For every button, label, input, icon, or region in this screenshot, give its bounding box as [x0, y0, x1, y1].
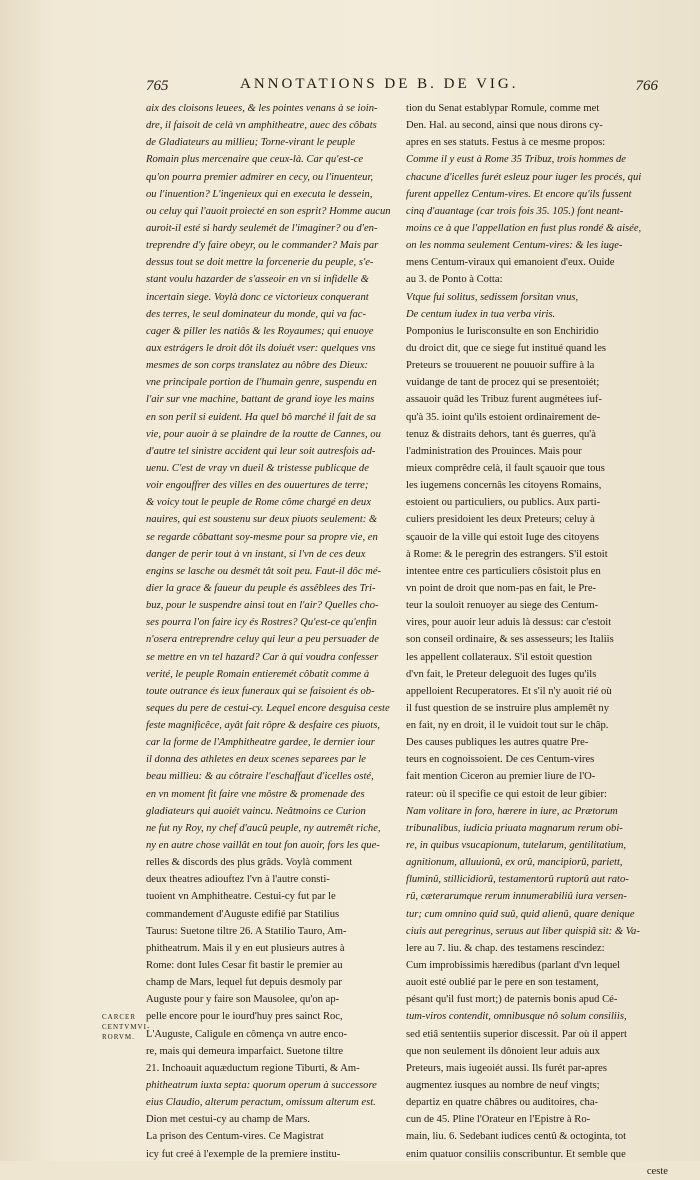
text-line: beau millieu: & au côtraire l'eschaffaut d'icelles osté,	[146, 771, 374, 783]
margin-note-line: CENTVMVI-	[102, 1023, 151, 1031]
text-line: teur la souloit renuoyer au siege des Centum-	[406, 600, 599, 612]
text-line: enim quatuor consiliis conscribuntur. Et semble que	[406, 1148, 626, 1160]
text-line: fait mention Ciceron au premier liure de l'O-	[406, 771, 596, 783]
text-line: De centum iudex in tua verba viris.	[406, 308, 556, 320]
text-line: Auguste pour y faire son Mausolee, qu'on ap-	[146, 994, 340, 1006]
text-line: Comme il y eust à Rome 35 Tribuz, trois hommes de	[406, 154, 627, 166]
text-line: commandement d'Auguste edifié par Statilius	[146, 908, 340, 920]
text-line: ny en autre chose vaillât en tout fon auoir, fors les que-	[146, 840, 380, 852]
text-line: vuidange de tant de procez qui se presentoiét;	[406, 377, 600, 389]
text-line: Cum improbissimis hæredibus (parlant d'vn lequel	[406, 960, 621, 972]
text-line: ciuis aut peregrinus, seruus aut liber quispiâ sit: & Va-	[406, 925, 640, 937]
text-line: augmentez iusques au nombre de neuf vingts;	[406, 1080, 600, 1092]
text-line: mieux comprêdre celà, il fault sçauoir que tous	[406, 462, 605, 474]
text-line: ou celuy qui l'auoit proiecté en son esprit? Homme aucun	[146, 205, 391, 217]
text-line: d'vn fait, le Preteur deleguoit des Iuges qu'ils	[406, 668, 597, 680]
text-line: danger de perir tout à vn instant, si l'vn de ces deux	[146, 548, 366, 560]
text-line: rateur: où il specifie ce qui estoit de leur gibier:	[406, 788, 607, 800]
text-line: verité, le peuple Romain entieremét côbatit comme à	[146, 668, 370, 680]
running-title: ANNOTATIONS DE B. DE VIG.	[240, 76, 519, 92]
text-line: Taurus: Suetone tiltre 26. A Statilio Tauro, Am-	[146, 925, 347, 937]
text-line: deux theatres adiouftez l'vn à l'autre consti-	[146, 874, 330, 886]
text-line: moins ce à que l'appellation en fust plus rondé & aisée,	[406, 222, 642, 234]
text-line: les appellent collateraux. S'il estoit question	[406, 651, 593, 663]
text-line: qu'à 35. ioint qu'ils estoient ordinairement de-	[406, 411, 601, 423]
text-line: il donna des athletes en deux scenes separees par le	[146, 754, 366, 766]
text-line: tum-viros contendit, omnibusque nô solum consiliis,	[406, 1011, 627, 1023]
text-line: tribunalibus, iudicia priuata magnarum rerum obi-	[406, 822, 623, 834]
text-line: appelloient Recuperatores. Et s'il n'y auoit rié où	[406, 685, 612, 697]
text-line: re, mais qui demeura imparfaict. Suetone tiltre	[146, 1045, 344, 1057]
text-line: engins se lasche ou desmét tât soit peu. Faut-il dôc mé-	[146, 565, 382, 577]
text-line: pelle encore pour le iourd'huy pres sainct Roc,	[146, 1011, 343, 1023]
text-line: dessus tout se doit mettre la forcenerie du peuple, s'e-	[146, 257, 374, 269]
text-line: auroit-il esté si hardy seulemét de l'imaginer? ou d'en-	[146, 222, 378, 234]
text-line: assauoir quâd les Tribuz furent augmétees iuf-	[406, 394, 602, 406]
running-header	[146, 76, 658, 98]
text-line: ne fut ny Roy, ny chef d'aucû peuple, ny autremêt riche,	[146, 822, 381, 834]
text-line: apres en ses statuts. Festus à ce mesme propos:	[406, 137, 606, 149]
text-line: Romain plus mercenaire que ceux-là. Car qu'est-ce	[146, 154, 364, 166]
text-line: gladiateurs qui auoiét vaincu. Neâtmoins ce Curion	[146, 805, 366, 817]
text-line: tuoient vn Amphitheatre. Cestui-cy fut par le	[146, 891, 336, 903]
text-line: au 3. de Ponto à Cotta:	[406, 274, 503, 286]
text-line: tion du Senat establypar Romule, comme met	[406, 103, 600, 114]
text-line: sçauoir de la ville qui estoit Iuge des citoyens	[406, 531, 599, 543]
text-line: 21. Inchoauit aquæductum regione Tiburti, & Am-	[146, 1062, 360, 1074]
text-line: icy fut creé à l'exemple de la premiere institu-	[146, 1148, 341, 1160]
text-line: buz, pour le suspendre ainsi tout en l'air? Quelles cho-	[146, 600, 379, 612]
right-text-column	[406, 100, 668, 1180]
text-line: stant voulu hazarder de s'asseoir en vn si infidelle &	[146, 274, 369, 286]
text-line: à Rome: & le peregrin des estrangers. S'il estoit	[406, 548, 608, 560]
text-line: teurs en cognoissoient. De ces Centum-vires	[406, 754, 595, 766]
text-line: auoit esté oublié par le pere en son testament,	[406, 977, 599, 989]
text-line: nauires, qui est soustenu sur deux piuots seulement: &	[146, 514, 378, 526]
text-line: ceste	[646, 1165, 668, 1177]
text-line: main, liu. 6. Sedebant iudices centû & octoginta, tot	[406, 1131, 627, 1143]
text-line: uenu. C'est de vray vn dueil & tristesse publicque de	[146, 462, 369, 474]
text-line: de Gladiateurs au millieu; Torne-virant le peuple	[146, 137, 356, 149]
text-line: que non seulement ils dônoient leur aduis aux	[406, 1045, 600, 1057]
text-line: Vtque fui solitus, sedissem forsitan vnus,	[406, 291, 579, 303]
text-line: culiers presidoient les deux Preteurs; celuy à	[406, 514, 595, 526]
text-line: dier la grace & faueur du peuple és assêblees des Tri-	[146, 582, 376, 594]
text-line: agnitionum, alluuionû, ex orû, mancipiorû, pariett,	[406, 857, 623, 869]
text-line: ou l'inuention? L'ingenieux qui en executa le dessein,	[146, 188, 373, 200]
text-line: mesmes de son corps translatez au nôbre des Dieux:	[146, 360, 369, 372]
text-line: se mettre en vn tel hazard? Car à qui voudra confesser	[146, 651, 379, 663]
text-line: Pomponius le Iurisconsulte en son Enchiridio	[406, 325, 599, 337]
text-line: vn point de droit que nom-pas en fait, le Pre-	[406, 582, 597, 594]
text-line: Den. Hal. au second, ainsi que nous dirons cy-	[406, 120, 603, 132]
text-line: en fait, ny en droit, il le vuidoit tout sur le châp.	[406, 720, 609, 732]
text-line: aix des cloisons leuees, & les pointes venans à se ioin-	[146, 103, 378, 114]
text-line: tenuz & distraits dehors, tant és guerres, qu'à	[406, 428, 596, 440]
text-line: Des causes publiques les autres quatre Pre-	[406, 737, 589, 749]
text-line: en son peril si euident. Ha quel bô marché il fait de sa	[146, 411, 376, 423]
text-line: tur; cum omnino quid suû, quid alienû, quare denique	[406, 908, 635, 920]
text-line: chacune d'icelles furét esleuz pour iuger les procés, qui	[406, 171, 642, 183]
text-line: car la forme de l'Amphitheatre gardee, le dernier iour	[146, 737, 375, 749]
text-line: treprendre d'y faire obeyr, ou le commander? Mais par	[146, 240, 379, 252]
text-line: Rome: dont Iules Cesar fit bastir le premier au	[146, 960, 343, 972]
margin-note-line: CARCER	[102, 1013, 137, 1021]
text-line: departiz en quatre châbres ou auditoires, cha-	[406, 1097, 599, 1109]
text-line: re, in quibus vsucapionum, tutelarum, gentilitatium,	[406, 840, 627, 852]
text-line: dre, il faisoit de celà vn amphitheatre, auec des côbats	[146, 120, 377, 132]
margin-note-line: RORVM.	[102, 1033, 135, 1041]
text-line: champ de Mars, lequel fut depuis desmoly par	[146, 977, 342, 989]
text-line: L'Auguste, Caligule en cômença vn autre enco-	[146, 1028, 348, 1040]
text-line: des terres, le seul dominateur du monde, qui va fac-	[146, 308, 366, 320]
text-line: Nam volitare in foro, hærere in iure, ac Prætorum	[406, 805, 618, 817]
text-line: eius Claudio, alterum peractum, omissum alterum est.	[146, 1097, 376, 1109]
text-line: estoient ou particuliers, ou publics. Aux parti-	[406, 497, 601, 509]
text-line: cun de 45. Pline l'Orateur en l'Epistre à Ro-	[406, 1114, 591, 1126]
text-line: vne principale portion de l'humain genre, suspendu en	[146, 377, 377, 389]
text-line: les iugemens concernâs les citoyens Romains,	[406, 480, 602, 492]
text-line: phitheatrum. Mais il y en eut plusieurs autres à	[146, 942, 345, 954]
text-line: l'air sur vne machine, battant de grand ioye les mains	[146, 394, 375, 406]
text-line: fluminû, stillicidiorû, testamentorû ruptorû aut rato-	[406, 874, 629, 886]
text-line: incertain siege. Voylà donc ce victorieux conquerant	[146, 291, 369, 303]
text-line: sed etiâ sententiis superior discessit. Par où il appert	[406, 1028, 627, 1040]
text-line: furent appellez Centum-vires. Et encore qu'ils fussent	[406, 188, 632, 200]
text-line: il fust question de se instruire plus amplemêt ny	[406, 702, 610, 714]
text-line: aux estrágers le droit dôt ils doiuét vser: quelques vns	[146, 342, 376, 354]
text-line: mens Centum-viraux qui emanoient d'eux. Ouide	[406, 257, 615, 269]
text-line: La prison des Centum-vires. Ce Magistrat	[146, 1131, 324, 1143]
text-line: seques du pere de cestui-cy. Lequel encore desguisa ceste	[146, 702, 390, 714]
text-line: Preteurs, mais iugeoiét aussi. Ils furét par-apres	[406, 1062, 608, 1074]
text-line: intentee entre ces particuliers côsistoit plus en	[406, 565, 601, 577]
text-line: ses pourra l'on faire icy és Rostres? Qu'est-ce qu'enfin	[146, 617, 377, 629]
text-line: on les nomma seulement Centum-vires: & les iuge-	[406, 240, 623, 252]
text-line: d'autre tel sinistre accident qui leur soit autresfois ad-	[146, 445, 376, 457]
margin-note	[102, 1012, 151, 1042]
text-line: & voicy tout le peuple de Rome côme chargé en deux	[146, 497, 371, 509]
text-line: cinq d'auantage (car trois fois 35. 105.) font neant-	[406, 205, 624, 217]
text-line: phitheatrum iuxta septa: quorum operum à successore	[146, 1080, 377, 1092]
text-line: voir engouffrer des villes en des ouuertures de terre;	[146, 480, 369, 492]
text-line: qu'on pourra premier admirer en cecy, ou l'inuenteur,	[146, 171, 374, 183]
text-line: pésant qu'il fust mort;) de paternis bonis apud Cé-	[406, 994, 618, 1006]
text-line: en vn moment fit faire vne môstre & promenade des	[146, 788, 365, 800]
text-line: lere au 7. liu. & chap. des testamens rescindez:	[406, 942, 605, 954]
text-line: rû, cæterarumque rerum innumerabiliû iura versen-	[406, 891, 627, 903]
left-text-column	[146, 100, 401, 1163]
text-line: Dion met cestui-cy au champ de Mars.	[146, 1114, 310, 1126]
text-line: l'administration des Prouinces. Mais pour	[406, 445, 582, 457]
text-line: son conseil ordinaire, & ses assesseurs; les Italiis	[406, 634, 614, 646]
text-line: toute outrance és ieux funeraux qui se faisoient és ob-	[146, 685, 375, 697]
text-line: se regarde côbattant soy-mesme pour sa propre vie, en	[146, 531, 378, 543]
text-line: vires, pour auoir leur aduis là dessus: car c'estoit	[406, 617, 612, 629]
text-line: relles & discords des plus grâds. Voylà comment	[146, 857, 353, 869]
text-line: feste magnificêce, ayât fait rôpre & desfaire ces piuots,	[146, 720, 380, 732]
page-number-left: 765	[146, 78, 169, 94]
text-line: cager & piller les natiôs & les Royaumes; qui enuoye	[146, 325, 374, 337]
text-line: n'osera entreprendre celuy qui leur a peu persuader de	[146, 634, 379, 646]
text-line: Preteurs se trouuerent ne pouuoir suffire à la	[406, 360, 595, 372]
text-line: du droict dit, que ce siege fut institué quand les	[406, 342, 607, 354]
page-number-right: 766	[635, 78, 658, 94]
text-line: vie, pour auoir à se plaindre de la routte de Cannes, ou	[146, 428, 381, 440]
